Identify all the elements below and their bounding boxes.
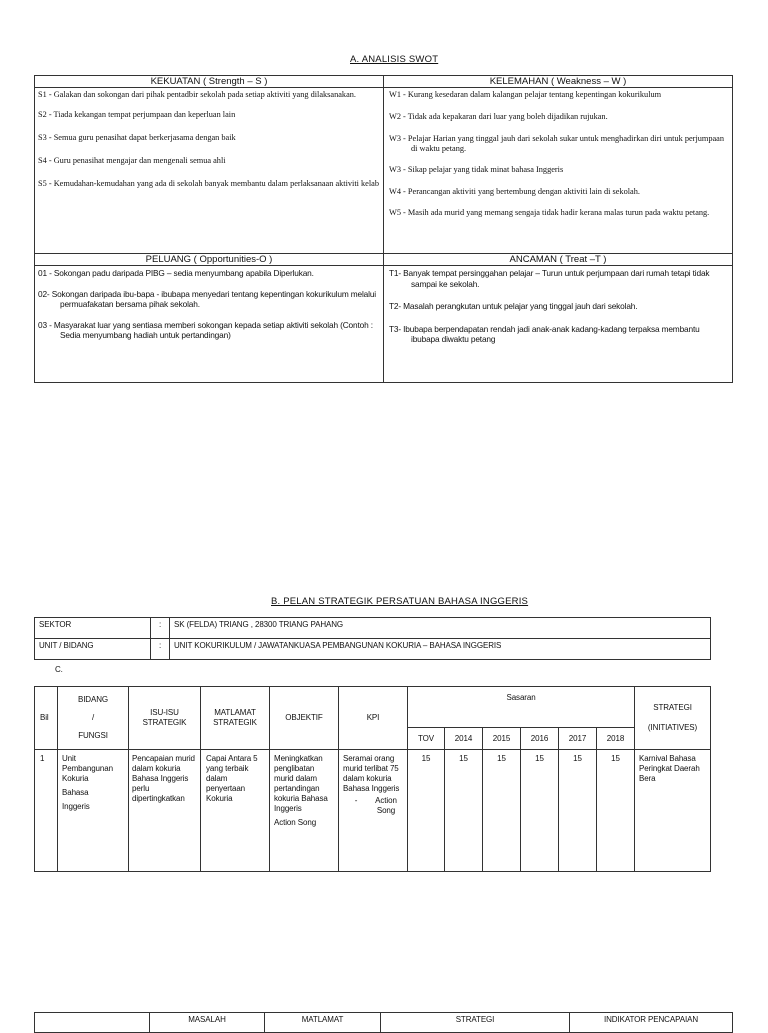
strength-item: S4 - Guru penasihat mengajar dan mengenali semua ahli <box>38 156 226 165</box>
strengths-list <box>38 90 381 189</box>
table-row <box>35 750 711 872</box>
opportunities-list <box>38 268 381 341</box>
row-value-2017: 15 <box>559 750 597 872</box>
weaknesses-list <box>389 90 730 218</box>
year-header: 2016 <box>521 728 559 750</box>
row-value-2018: 15 <box>597 750 635 872</box>
matlamat-header: MATLAMAT STRATEGIK <box>201 687 270 750</box>
weakness-item: W3 - Sikap pelajar yang tidak minat bahasa Inggeris <box>389 165 564 174</box>
weakness-item: W5 - Masih ada murid yang memang sengaja tidak hadir kerana malas turun pada waktu petang. <box>389 208 710 217</box>
row-value-tov: 15 <box>408 750 445 872</box>
matlamat-col-header: MATLAMAT <box>265 1013 381 1033</box>
year-header: 2017 <box>559 728 597 750</box>
sektor-colon: : <box>151 618 170 639</box>
row-value-2015: 15 <box>483 750 521 872</box>
opportunity-item: 03 - Masyarakat luar yang sentiasa memberi sokongan kepada setiap aktiviti sekolah (Contoh : Sedia menyumbang hadiah untuk pertandingan) <box>38 319 373 340</box>
bottom-blank-cell <box>35 1013 150 1033</box>
plan-title: B. PELAN STRATEGIK PERSATUAN BAHASA INGGERIS <box>271 596 529 607</box>
weakness-item: W2 - Tidak ada kepakaran dari luar yang boleh dijadikan rujukan. <box>389 112 608 121</box>
opportunity-header: PELUANG ( Opportunities-O ) <box>35 254 384 266</box>
strategi-col-header: STRATEGI <box>381 1013 570 1033</box>
row-value-2014: 15 <box>445 750 483 872</box>
threats-cell <box>384 266 733 383</box>
sector-table <box>34 617 711 660</box>
plan-table <box>34 686 711 872</box>
bottom-table <box>34 1012 733 1033</box>
threat-item: T3- Ibubapa berpendapatan rendah jadi anak-anak kadang-kadang terpaksa membantu ibubapa diwaktu petang <box>389 323 700 344</box>
year-header: 2014 <box>445 728 483 750</box>
strength-item: S5 - Kemudahan-kemudahan yang ada di sekolah banyak membantu dalam perlaksanaan aktiviti kelab <box>38 179 379 188</box>
strength-item: S3 - Semua guru penasihat dapat berkerjasama dengan baik <box>38 133 236 142</box>
row-bidang: Unit Pembangunan Kokuria Bahasa Inggeris <box>58 750 129 872</box>
isu-header: ISU-ISU STRATEGIK <box>129 687 201 750</box>
threats-list <box>389 268 730 345</box>
row-value-2016: 15 <box>521 750 559 872</box>
row-bil: 1 <box>35 750 58 872</box>
bil-header: Bil <box>35 687 58 750</box>
indikator-header: INDIKATOR PENCAPAIAN <box>570 1013 733 1033</box>
strength-item: S2 - Tiada kekangan tempat perjumpaan dan keperluan lain <box>38 110 236 119</box>
weakness-item: W1 - Kurang kesedaran dalam kalangan pelajar tentang kepentingan kokurikulum <box>389 90 662 99</box>
bidang-header: BIDANG / FUNGSI <box>58 687 129 750</box>
row-matlamat: Capai Antara 5 yang terbaik dalam penyertaan Kokuria <box>201 750 270 872</box>
section-c-label: C. <box>55 665 63 674</box>
objektif-header: OBJEKTIF <box>270 687 339 750</box>
weakness-item: W4 - Perancangan aktiviti yang bertembung dengan aktiviti lain di sekolah. <box>389 187 640 196</box>
swot-table <box>34 75 733 383</box>
masalah-header: MASALAH <box>150 1013 265 1033</box>
unit-value: UNIT KOKURIKULUM / JAWATANKUASA PEMBANGUNAN KOKURIA – BAHASA INGGERIS <box>170 639 711 660</box>
opportunity-item: 01 - Sokongan padu daripada PIBG – sedia menyumbang apabila Diperlukan. <box>38 268 314 278</box>
opportunity-item: 02- Sokongan daripada ibu-bapa - ibubapa menyedari tentang kepentingan kokurikulum melalui permuafakatan bersama pihak sekolah. <box>38 288 376 309</box>
kpi-bullet: - Action Song <box>354 796 397 815</box>
threat-header: ANCAMAN ( Treat –T ) <box>384 254 733 266</box>
row-isu: Pencapaian murid dalam kokuria Bahasa Inggeris perlu dipertingkatkan <box>129 750 201 872</box>
strategi-header: STRATEGI (INITIATIVES) <box>635 687 711 750</box>
weakness-item: W3 - Pelajar Harian yang tinggal jauh dari sekolah sukar untuk menghadirkan diri untuk perjumpaan di waktu petang. <box>389 134 725 153</box>
strength-header: KEKUATAN ( Strength – S ) <box>35 76 384 88</box>
weakness-header: KELEMAHAN ( Weakness – W ) <box>384 76 733 88</box>
strength-item: S1 - Galakan dan sokongan dari pihak pentadbir sekolah pada setiap aktiviti yang dilaksanakan. <box>38 90 356 99</box>
year-header: 2018 <box>597 728 635 750</box>
threat-item: T1- Banyak tempat persinggahan pelajar – Turun untuk perjumpaan dari rumah tetapi tidak sampai ke sekolah. <box>389 268 710 289</box>
opportunities-cell <box>35 266 384 383</box>
row-kpi: Seramai orang murid terlibat 75 dalam kokuria Bahasa Inggeris - Action Song <box>339 750 408 872</box>
unit-label: UNIT / BIDANG <box>35 639 151 660</box>
sasaran-header: Sasaran <box>408 687 635 728</box>
threat-item: T2- Masalah perangkutan untuk pelajar yang tinggal jauh dari sekolah. <box>389 301 638 311</box>
year-header: TOV <box>408 728 445 750</box>
swot-title: A. ANALISIS SWOT <box>350 54 439 65</box>
sektor-label: SEKTOR <box>35 618 151 639</box>
year-header: 2015 <box>483 728 521 750</box>
unit-colon: : <box>151 639 170 660</box>
row-objektif: Meningkatkan penglibatan murid dalam pertandingan kokuria Bahasa Inggeris Action Song <box>270 750 339 872</box>
weaknesses-cell <box>384 88 733 254</box>
row-strategi: Karnival Bahasa Peringkat Daerah Bera <box>635 750 711 872</box>
sektor-value: SK (FELDA) TRIANG , 28300 TRIANG PAHANG <box>170 618 711 639</box>
strengths-cell <box>35 88 384 254</box>
kpi-header: KPI <box>339 687 408 750</box>
